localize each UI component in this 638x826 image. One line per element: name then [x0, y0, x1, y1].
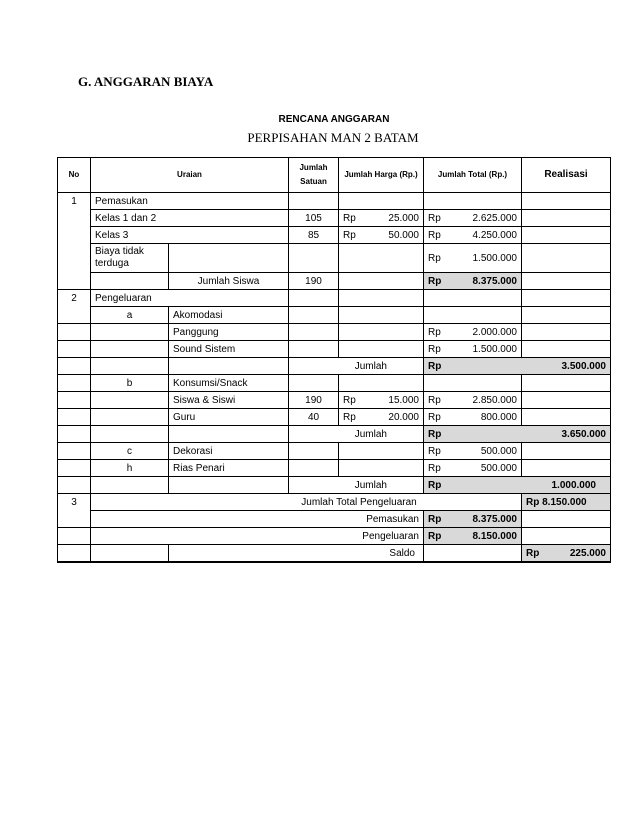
section-label: Pemasukan: [91, 193, 289, 210]
item-label: Kelas 1 dan 2: [91, 210, 289, 227]
sum-realisasi: 1.000.000: [522, 477, 611, 494]
document-subtitle: PERPISAHAN MAN 2 BATAM: [247, 130, 419, 145]
total-cell: Rp 4.250.000: [424, 227, 522, 244]
table-row: [58, 193, 611, 210]
total-expense-label: Jumlah Total Pengeluaran: [91, 494, 522, 511]
price-cell: Rp 20.000: [339, 409, 424, 426]
section-title: G. ANGGARAN BIAYA: [78, 74, 214, 89]
table-row: [58, 426, 611, 443]
table-row: [58, 392, 611, 409]
qty-cell: 105: [289, 210, 339, 227]
group-name: Dekorasi: [169, 443, 289, 460]
item-label: Sound Sistem: [169, 341, 289, 358]
table-row: [58, 324, 611, 341]
total-cell: Rp 500.000: [424, 443, 522, 460]
table-row: [58, 210, 611, 227]
pemasukan-summary-total: Rp 8.375.000: [424, 511, 522, 528]
table-header-row: [58, 158, 611, 193]
sum-label: Jumlah: [289, 477, 424, 494]
table-row: [58, 528, 611, 545]
item-label: Siswa & Siswi: [169, 392, 289, 409]
table-row: [58, 358, 611, 375]
budget-table: [57, 157, 611, 563]
document-title: RENCANA ANGGARAN: [278, 114, 390, 125]
sum-label: Jumlah Siswa: [169, 273, 289, 290]
table-row: [58, 273, 611, 290]
row-number: 3: [58, 494, 91, 511]
total-cell: Rp 2.000.000: [424, 324, 522, 341]
header-jumlah-harga: Jumlah Harga (Rp.): [339, 158, 424, 193]
table-row: [58, 290, 611, 307]
section-label: Pengeluaran: [91, 290, 289, 307]
total-cell: Rp 500.000: [424, 460, 522, 477]
sum-label: Jumlah: [289, 426, 424, 443]
price-cell: Rp 15.000: [339, 392, 424, 409]
table-row: [58, 511, 611, 528]
group-name: Rias Penari: [169, 460, 289, 477]
pengeluaran-summary-total: Rp 8.150.000: [424, 528, 522, 545]
saldo-label: Saldo: [169, 545, 424, 563]
group-name: Konsumsi/Snack: [169, 375, 289, 392]
total-cell: Rp 1.500.000: [424, 341, 522, 358]
total-cell: Rp 1.500.000: [424, 244, 522, 273]
group-letter: b: [91, 375, 169, 392]
item-label: Panggung: [169, 324, 289, 341]
total-expense-realisasi: Rp 8.150.000: [522, 494, 611, 511]
row-number: 1: [58, 193, 91, 210]
total-cell: Rp 2.850.000: [424, 392, 522, 409]
qty-cell: 85: [289, 227, 339, 244]
total-cell: Rp 2.625.000: [424, 210, 522, 227]
table-row: [58, 227, 611, 244]
saldo-realisasi: Rp 225.000: [522, 545, 611, 563]
table-row: [58, 477, 611, 494]
header-realisasi: Realisasi: [522, 158, 611, 193]
table-row: [58, 545, 611, 563]
price-cell: Rp 25.000: [339, 210, 424, 227]
item-label: Biaya tidak terduga: [91, 244, 169, 273]
table-row: [58, 494, 611, 511]
group-name: Akomodasi: [169, 307, 289, 324]
table-row: [58, 409, 611, 426]
group-letter: c: [91, 443, 169, 460]
table-row: [58, 244, 611, 273]
sum-qty: 190: [289, 273, 339, 290]
qty-cell: 190: [289, 392, 339, 409]
table-row: [58, 443, 611, 460]
item-label: Kelas 3: [91, 227, 289, 244]
header-uraian: Uraian: [91, 158, 289, 193]
group-letter: h: [91, 460, 169, 477]
sum-label: Jumlah: [289, 358, 424, 375]
pemasukan-summary-label: Pemasukan: [91, 511, 424, 528]
total-cell: Rp 800.000: [424, 409, 522, 426]
header-no: No: [58, 158, 91, 193]
sum-realisasi: 3.650.000: [522, 426, 611, 443]
table-row: [58, 307, 611, 324]
sum-currency: Rp: [424, 358, 522, 375]
qty-cell: 40: [289, 409, 339, 426]
table-row: [58, 375, 611, 392]
sum-realisasi: 3.500.000: [522, 358, 611, 375]
header-jumlah-satuan: Jumlah Satuan: [289, 158, 339, 193]
row-number: 2: [58, 290, 91, 307]
sum-currency: Rp: [424, 426, 522, 443]
sum-total: Rp 8.375.000: [424, 273, 522, 290]
header-jumlah-total: Jumlah Total (Rp.): [424, 158, 522, 193]
item-label: Guru: [169, 409, 289, 426]
group-letter: a: [91, 307, 169, 324]
sum-currency: Rp: [424, 477, 522, 494]
price-cell: Rp 50.000: [339, 227, 424, 244]
table-row: [58, 460, 611, 477]
table-row: [58, 341, 611, 358]
pengeluaran-summary-label: Pengeluaran: [91, 528, 424, 545]
